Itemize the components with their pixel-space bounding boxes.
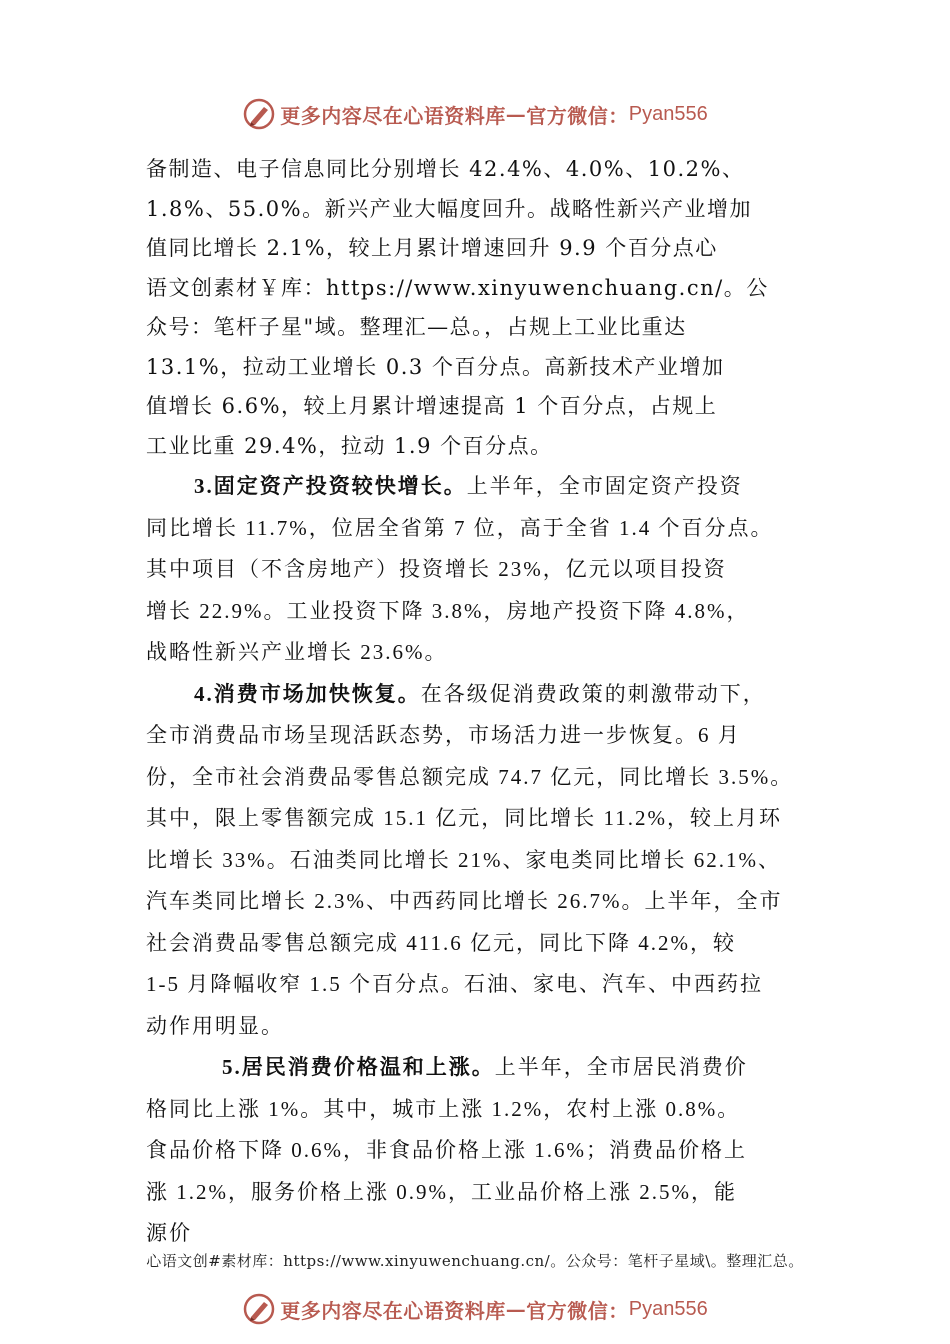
text-line: 备制造、电子信息同比分别增长 42.4%、4.0%、10.2%、 bbox=[146, 157, 745, 181]
section-lead-text: 在各级促消费政策的刺激带动下， bbox=[420, 681, 766, 706]
text-line: 1.8%、55.0%。新兴产业大幅度回升。战略性新兴产业增加 bbox=[146, 196, 753, 221]
text-line: 13.1%，拉动工业增长 0.3 个百分点。高新技术产业增加 bbox=[146, 354, 725, 379]
text-line: 涨 1.2%，服务价格上涨 0.9%，工业品价格上涨 2.5%，能 bbox=[146, 1179, 737, 1204]
text-line: 比增长 33%。石油类同比增长 21%、家电类同比增长 62.1%、 bbox=[146, 847, 781, 872]
section-first-line bbox=[146, 1047, 836, 1089]
text-line: 社会消费品零售总额完成 411.6 亿元，同比下降 4.2%，较 bbox=[146, 930, 736, 955]
pen-logo-icon bbox=[242, 97, 276, 131]
document-body bbox=[146, 150, 836, 1255]
header-banner bbox=[0, 96, 950, 132]
banner-title: 更多内容尽在心语资料库 bbox=[280, 103, 506, 128]
text-line: 动作用明显。 bbox=[146, 1013, 284, 1038]
text-line: 食品价格下降 0.6%，非食品价格上涨 1.6%；消费品价格上 bbox=[146, 1138, 747, 1162]
text-line: 格同比上涨 1%。其中，城市上涨 1.2%，农村上涨 0.8%。 bbox=[146, 1096, 741, 1121]
section-heading: 4.消费市场加快恢复。 bbox=[194, 681, 421, 706]
pen-logo-icon bbox=[242, 1292, 276, 1326]
section-consumer-prices bbox=[146, 1047, 836, 1255]
paragraph-industry bbox=[146, 150, 836, 466]
text-line: 其中项目（不含房地产）投资增长 23%，亿元以项目投资 bbox=[146, 557, 727, 581]
text-line: 汽车类同比增长 2.3%、中西药同比增长 26.7%。上半年，全市 bbox=[146, 889, 783, 913]
text-line: 战略性新兴产业增长 23.6%。 bbox=[146, 640, 448, 664]
text-line: 其中，限上零售额完成 15.1 亿元，同比增长 11.2%，较上月环 bbox=[146, 806, 782, 830]
section-lead-text: 上半年，全市居民消费价 bbox=[494, 1055, 748, 1079]
section-heading: 5.居民消费价格温和上涨。 bbox=[222, 1055, 495, 1079]
section-first-line bbox=[146, 466, 836, 508]
banner-wechat-label: 官方微信： bbox=[526, 103, 629, 128]
banner-title: 更多内容尽在心语资料库 bbox=[280, 1298, 506, 1323]
text-line: 全市消费品市场呈现活跃态势，市场活力进一步恢复。6 月 bbox=[146, 723, 741, 747]
banner-dash: — bbox=[505, 1297, 527, 1321]
text-line: 工业比重 29.4%，拉动 1.9 个百分点。 bbox=[146, 433, 553, 458]
banner-wechat-id: Pyan556 bbox=[628, 1297, 708, 1320]
text-line: 源价 bbox=[146, 1221, 192, 1245]
text-line: 众号：笔杆子星"域。整理汇—总。，占规上工业比重达 bbox=[146, 315, 687, 339]
section-first-line bbox=[146, 674, 836, 716]
text-line: 同比增长 11.7%，位居全省第 7 位，高于全省 1.4 个百分点。 bbox=[146, 515, 774, 540]
text-line: 语文创素材￥库：https://www.xinyuwenchuang.cn/。公 bbox=[146, 275, 769, 300]
banner-wechat-label: 官方微信： bbox=[526, 1298, 629, 1323]
banner-wechat-id: Pyan556 bbox=[628, 102, 708, 125]
text-line: 增长 22.9%。工业投资下降 3.8%，房地产投资下降 4.8%， bbox=[146, 598, 750, 623]
footer-banner bbox=[0, 1291, 950, 1327]
section-heading: 3.固定资产投资较快增长。 bbox=[194, 474, 467, 498]
section-fixed-asset-investment bbox=[146, 466, 836, 674]
text-line: 值同比增长 2.1%，较上月累计增速回升 9.9 个百分点心 bbox=[146, 236, 718, 260]
text-line: 1-5 月降幅收窄 1.5 个百分点。石油、家电、汽车、中西药拉 bbox=[146, 972, 763, 996]
banner-dash: — bbox=[505, 102, 527, 126]
section-lead-text: 上半年，全市固定资产投资 bbox=[466, 474, 743, 498]
text-line: 值增长 6.6%，较上月累计增速提高 1 个百分点，占规上 bbox=[146, 394, 718, 418]
footer-note: 心语文创#素材库：https://www.xinyuwenchuang.cn/。公众号：笔杆子星域\。整理汇总。 bbox=[146, 1252, 804, 1270]
section-consumer-market bbox=[146, 674, 836, 1048]
text-line: 份，全市社会消费品零售总额完成 74.7 亿元，同比增长 3.5%。 bbox=[146, 764, 794, 789]
